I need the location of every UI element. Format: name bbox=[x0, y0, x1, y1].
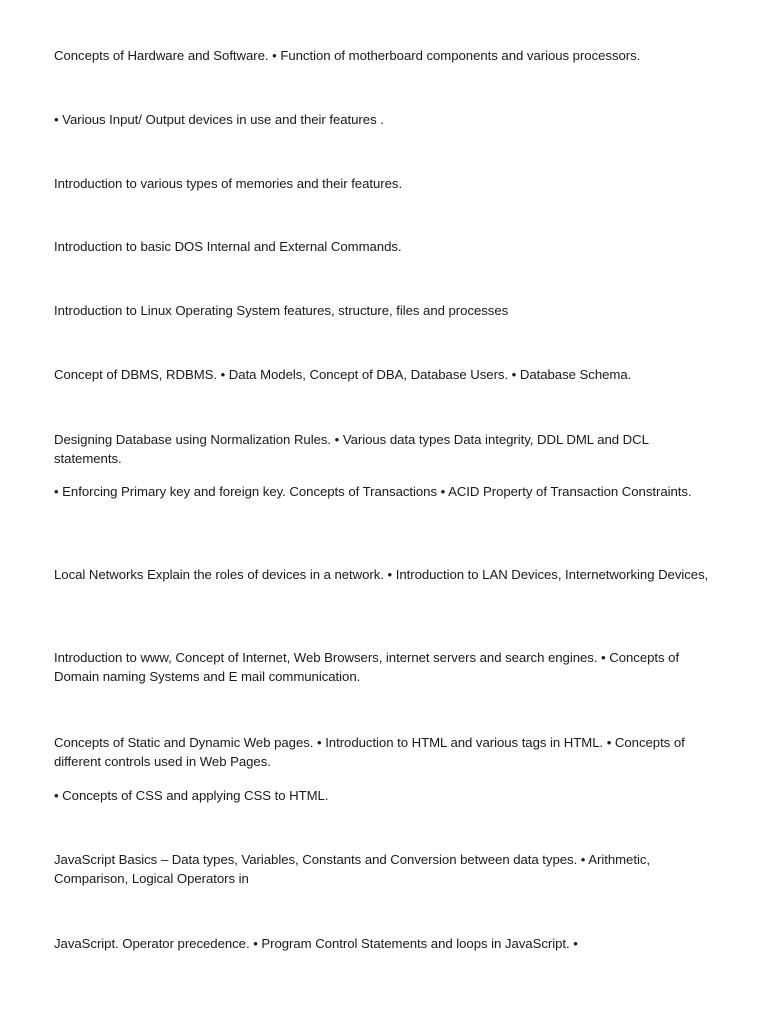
paragraph-javascript-control: JavaScript. Operator precedence. • Program Control Statements and loops in JavaScript. • bbox=[54, 936, 578, 951]
paragraph-normalization: Designing Database using Normalization Rules. • Various data types Data integrity, DDL DML and DCL statements. bbox=[54, 432, 649, 466]
paragraph-dbms: Concept of DBMS, RDBMS. • Data Models, Concept of DBA, Database Users. • Database Schema. bbox=[54, 367, 632, 382]
paragraph-javascript-basics: JavaScript Basics – Data types, Variables, Constants and Conversion between data types. • Arithmetic, Comparison, Logical Operators in bbox=[54, 852, 650, 886]
paragraph-css: • Concepts of CSS and applying CSS to HTML. bbox=[54, 788, 329, 803]
paragraph-web-pages: Concepts of Static and Dynamic Web pages. • Introduction to HTML and various tags in HTML. • Concepts of different controls used in Web Pages. bbox=[54, 735, 685, 769]
paragraph-internet: Introduction to www, Concept of Internet, Web Browsers, internet servers and search engines. • Concepts of Domain naming Systems and E mail communication. bbox=[54, 650, 680, 684]
paragraph-local-networks: Local Networks Explain the roles of devices in a network. • Introduction to LAN Devices, Internetworking Devices, bbox=[54, 567, 709, 582]
paragraph-keys-transactions: • Enforcing Primary key and foreign key. Concepts of Transactions • ACID Property of Transaction Constraints. bbox=[54, 484, 692, 499]
paragraph-hardware-software: Concepts of Hardware and Software. • Function of motherboard components and various processors. bbox=[54, 48, 641, 63]
paragraph-io-devices: • Various Input/ Output devices in use and their features . bbox=[54, 112, 384, 127]
paragraph-linux: Introduction to Linux Operating System features, structure, files and processes bbox=[54, 303, 509, 318]
paragraph-dos-commands: Introduction to basic DOS Internal and External Commands. bbox=[54, 239, 402, 254]
paragraph-memories: Introduction to various types of memories and their features. bbox=[54, 176, 403, 191]
